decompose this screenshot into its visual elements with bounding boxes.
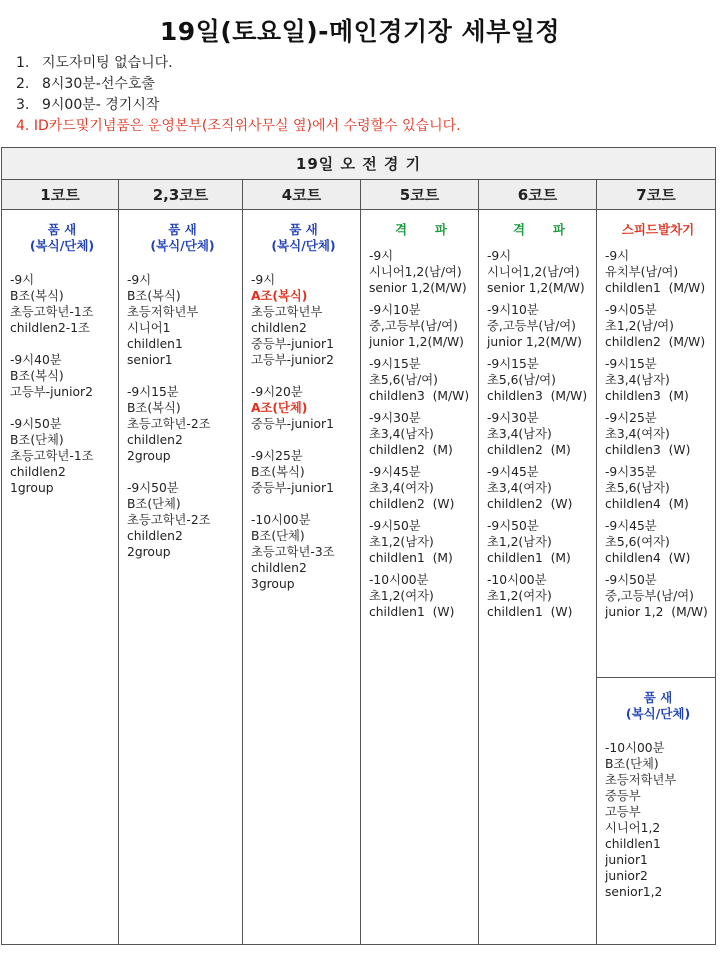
event-title: 스피드발차기 — [621, 222, 695, 237]
schedule-block: -9시25분 B조(복식) 중등부-junior1 — [251, 449, 334, 495]
schedule-block: -9시40분 B조(복식) 고등부-junior2 — [10, 353, 93, 399]
schedule-block: -9시10분 중,고등부(남/여) junior 1,2(M/W) — [369, 303, 464, 349]
page-title: 19일(토요일)-메인경기장 세부일정 — [159, 17, 561, 46]
court1-schedule — [2, 210, 119, 945]
court5-schedule — [361, 210, 479, 945]
event-title: 품 새 (복식/단체) — [29, 222, 95, 253]
schedule-block: -9시35분 초5,6(남자) childlen4 (M) — [605, 465, 689, 511]
schedule-block: -9시10분 중,고등부(남/여) junior 1,2(M/W) — [487, 303, 582, 349]
schedule-block: -10시00분 초1,2(여자) childlen1 (W) — [487, 573, 573, 619]
schedule-block: -9시50분 초1,2(남자) childlen1 (M) — [369, 519, 453, 565]
court6-schedule — [479, 210, 597, 945]
schedule-block: -9시 유치부(남/여) childlen1 (M/W) — [605, 249, 706, 295]
schedule-block: -9시15분 B조(복식) 초등고학년-2조 childlen2 2group — [127, 385, 211, 463]
schedule-block: -9시45분 초3,4(여자) childlen2 (W) — [487, 465, 573, 511]
court-header: 7코트 — [597, 180, 716, 210]
schedule-block: -10시00분 B조(단체) 초등고학년-3조 childlen2 3group — [251, 513, 335, 591]
schedule-block: -10시00분 B조(단체) 초등저학년부 중등부 고등부 시니어1,2 childlen1 junior1 junior2 senior1,2 — [605, 741, 677, 899]
period-header: 19일 오 전 경 기 — [2, 148, 716, 180]
notice-list — [16, 53, 706, 137]
schedule-block: -9시25분 초3,4(여자) childlen3 (W) — [605, 411, 691, 457]
schedule-block: -9시30분 초3,4(남자) childlen2 (M) — [369, 411, 453, 457]
notice-item: 3. 9시00분- 경기시작 — [16, 97, 160, 113]
schedule-block: -9시15분 초5,6(남/여) childlen3 (M/W) — [369, 357, 470, 403]
court-header: 2,3코트 — [119, 180, 243, 210]
schedule-block: -9시20분 A조(단체) 중등부-junior1 — [251, 385, 334, 431]
schedule-block: -9시30분 초3,4(남자) childlen2 (M) — [487, 411, 571, 457]
schedule-block: -9시50분 B조(단체) 초등고학년-2조 childlen2 2group — [127, 481, 211, 559]
event-title: 품 새 (복식/단체) — [150, 222, 215, 253]
schedule-block: -9시15분 초3,4(남자) childlen3 (M) — [605, 357, 689, 403]
event-title: 품 새 (복식/단체) — [271, 222, 336, 253]
schedule-block: -9시50분 초1,2(남자) childlen1 (M) — [487, 519, 571, 565]
notice-item: 2. 8시30분-선수호출 — [16, 76, 155, 92]
schedule-block: -9시 B조(복식) 초등저학년부 시니어1 childlen1 senior1 — [127, 273, 199, 367]
schedule-block: -10시00분 초1,2(여자) childlen1 (W) — [369, 573, 455, 619]
schedule-table — [1, 147, 716, 945]
court7-poomsae-schedule — [597, 678, 716, 945]
schedule-block: -9시45분 초3,4(여자) childlen2 (W) — [369, 465, 455, 511]
court7-schedule — [597, 210, 716, 678]
court-header: 1코트 — [2, 180, 119, 210]
schedule-block: -9시15분 초5,6(남/여) childlen3 (M/W) — [487, 357, 588, 403]
schedule-block: -9시 시니어1,2(남/여) senior 1,2(M/W) — [487, 249, 585, 295]
notice-item-warning: 4. ID카드및기념품은 운영본부(조직위사무실 옆)에서 수령할수 있습니다. — [16, 118, 461, 134]
notice-item: 1. 지도자미팅 없습니다. — [16, 55, 173, 71]
schedule-block: -9시50분 중,고등부(남/여) junior 1,2 (M/W) — [605, 573, 708, 619]
event-title: 격 파 — [513, 222, 566, 237]
court23-schedule — [119, 210, 243, 945]
court-header: 5코트 — [361, 180, 479, 210]
schedule-block: -9시50분 B조(단체) 초등고학년-1조 childlen2 1group — [10, 417, 94, 495]
schedule-block: -9시 A조(복식) 초등고학년부 childlen2 중등부-junior1 고등부-junior2 — [251, 273, 334, 367]
schedule-block: -9시 시니어1,2(남/여) senior 1,2(M/W) — [369, 249, 467, 295]
event-title: 격 파 — [395, 222, 448, 237]
event-title: 품 새 (복식/단체) — [625, 690, 691, 721]
schedule-block: -9시 B조(복식) 초등고학년-1조 childlen2-1조 — [10, 273, 94, 335]
court-header: 6코트 — [479, 180, 597, 210]
schedule-block: -9시45분 초5,6(여자) childlen4 (W) — [605, 519, 691, 565]
schedule-block: -9시05분 초1,2(남/여) childlen2 (M/W) — [605, 303, 706, 349]
court4-schedule — [243, 210, 361, 945]
court-header: 4코트 — [243, 180, 361, 210]
